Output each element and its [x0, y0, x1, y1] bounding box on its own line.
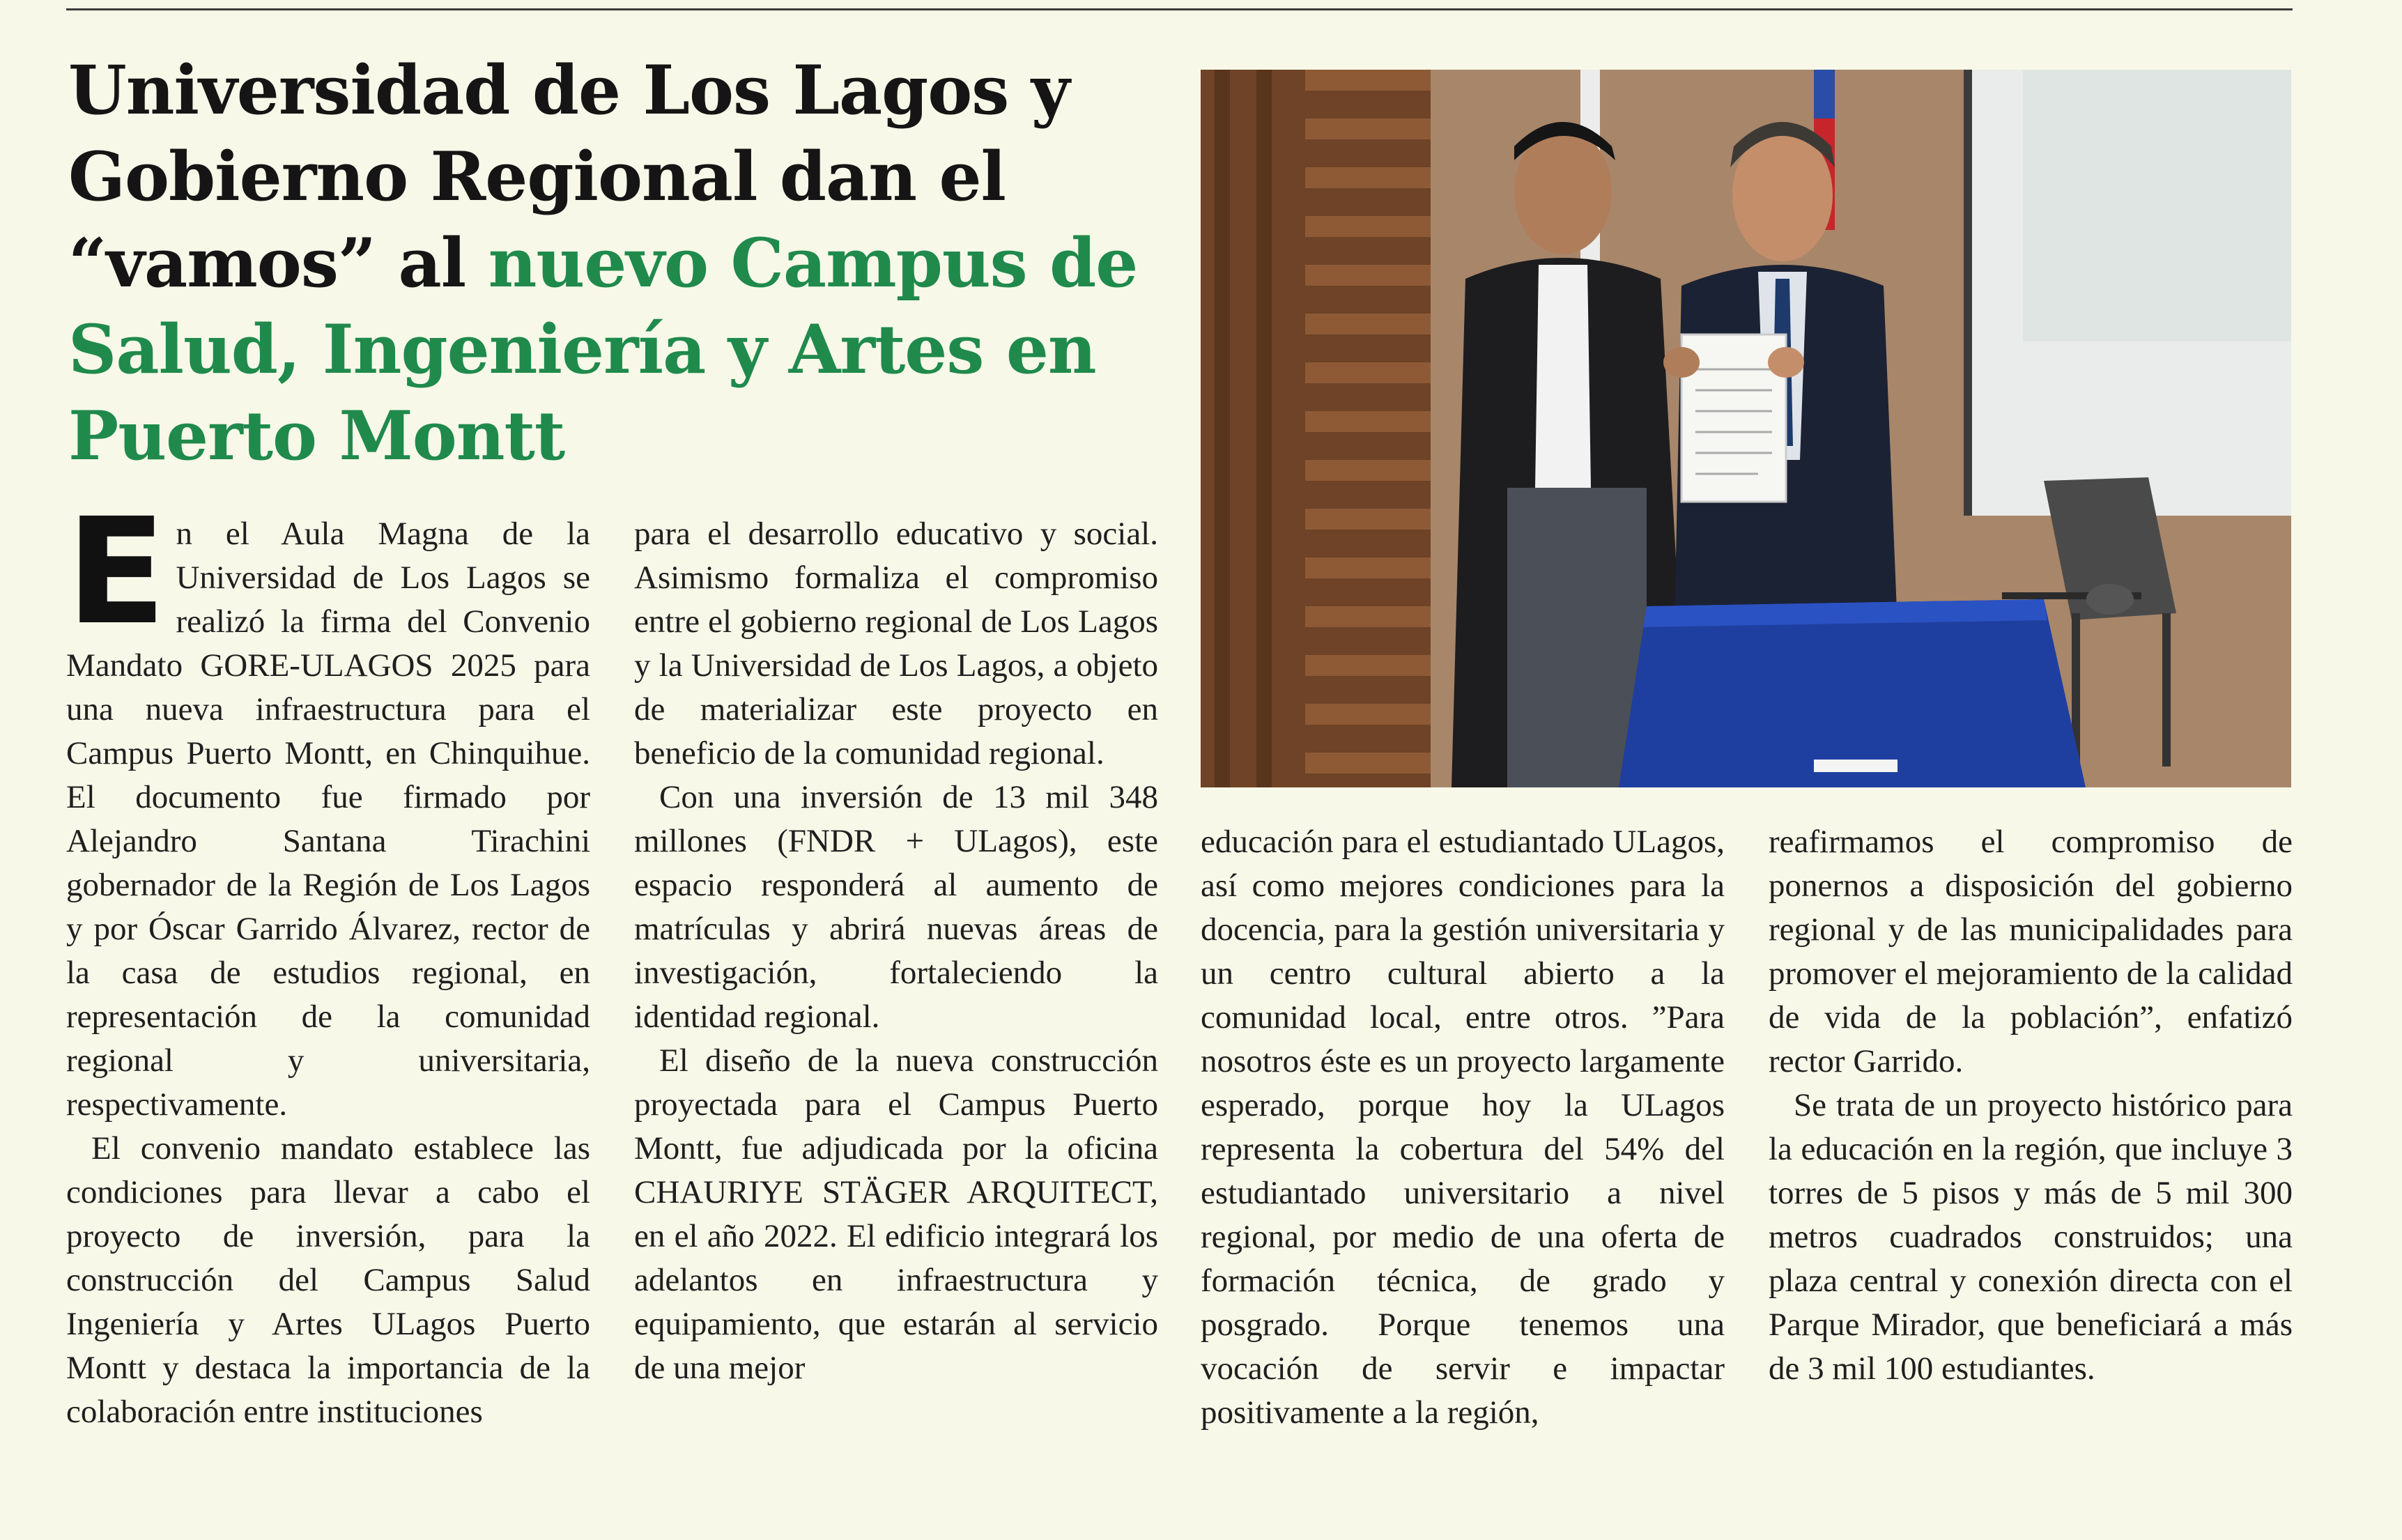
article-column-3 — [1201, 820, 1725, 1435]
headline — [68, 47, 1155, 479]
article-paragraph: para el desarrollo educativo y social. Asimismo formaliza el compromiso entre el gobierno regional de Los Lagos y la Universidad de Los Lagos, a objeto de materializar este proyecto en beneficio de la comunidad regional. — [634, 516, 1158, 771]
article-paragraph: n el Aula Magna de la Universidad de Los Lagos se realizó la firma del Convenio Mandato GORE-ULAGOS 2025 para una nueva infraestructura para el Campus Puerto Montt, en Chinquihue. El documento fue firmado por Alejandro Santana Tirachini gobernador de la Región de Los Lagos y por Óscar Garrido Álvarez, rector de la casa de estudios regional, en representación de la comunidad regional y universitaria, respectivamente. — [66, 516, 590, 1123]
headline-accent: nuevo Campus de Salud, Ingeniería y Artes en Puerto Montt — [68, 224, 1138, 475]
article-paragraph: educación para el estudiantado ULagos, así como mejores condiciones para la docencia, para la gestión universitaria y un centro cultural abierto a la comunidad local, entre otros. ”Para nosotros éste es un proyecto largamente esperado, porque hoy la ULagos representa la cobertura del 54% del estudiantado universitario a nivel regional, por medio de una oferta de formación técnica, de grado y posgrado. Porque tenemos una vocación de servir e impactar positivamente a la región, — [1201, 824, 1725, 1431]
signing-ceremony-photo — [1201, 70, 2291, 787]
top-rule — [66, 8, 2293, 10]
article-paragraph: El convenio mandato establece las condiciones para llevar a cabo el proyecto de inversión, para la construcción del Campus Salud Ingeniería y Artes ULagos Puerto Montt y destaca la importancia de la colaboración entre instituciones — [66, 1130, 590, 1430]
article-paragraph: El diseño de la nueva construcción proyectada para el Campus Puerto Montt, fue adjudicada por la oficina CHAURIYE STÄGER ARQUITECT, en el año 2022. El edificio integrará los adelantos en infraestructura y equipamiento, que estarán al servicio de una mejor — [634, 1042, 1158, 1386]
article-column-4 — [1769, 820, 2293, 1391]
article-paragraph: Con una inversión de 13 mil 348 millones (FNDR + ULagos), este espacio responderá al aumento de matrículas y abrirá nuevas áreas de investigación, fortaleciendo la identidad regional. — [634, 779, 1158, 1035]
headline-main: Universidad de Los Lagos y Gobierno Regional dan el “vamos” al — [68, 51, 1070, 302]
drop-cap: E — [66, 486, 167, 657]
article-paragraph: Se trata de un proyecto histórico para la educación en la región, que incluye 3 torres de 5 pisos y más de 5 mil 300 metros cuadrados construidos; una plaza central y conexión directa con el Parque Mirador, que beneficiará a más de 3 mil 100 estudiantes. — [1769, 1087, 2293, 1387]
article-column-1 — [66, 486, 590, 1434]
article-photo — [1201, 70, 2291, 787]
article-paragraph: reafirmamos el compromiso de ponernos a disposición del gobierno regional y de las municipalidades para promover el mejoramiento de la calidad de vida de la población”, enfatizó rector Garrido. — [1769, 824, 2293, 1079]
article-column-2 — [634, 512, 1158, 1390]
